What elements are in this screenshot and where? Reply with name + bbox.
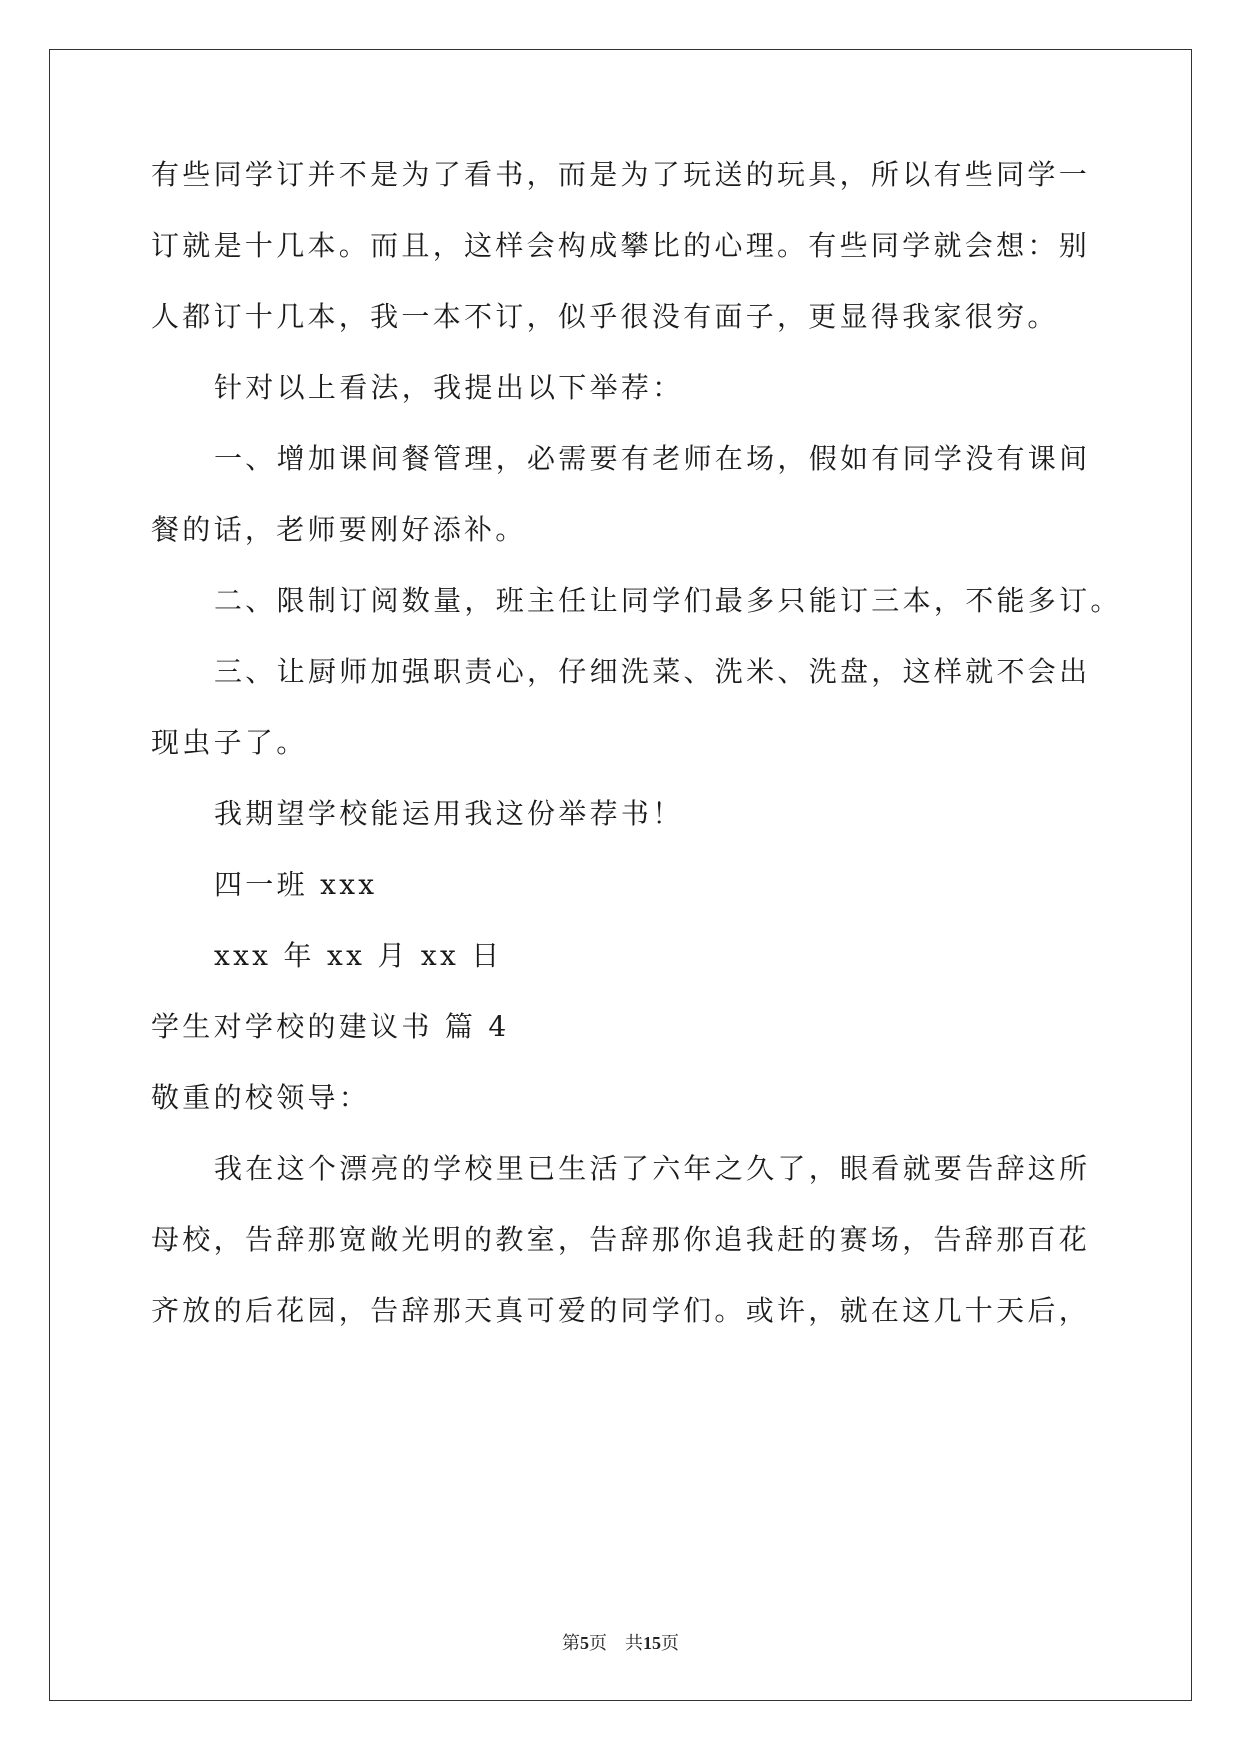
signature-date: xxx 年 xx 月 xx 日 xyxy=(214,939,503,972)
signature-class: 四一班 xxx xyxy=(214,868,378,901)
page-number: 5 xyxy=(580,1633,589,1653)
paragraph-line: 一、增加课间餐管理，必需要有老师在场，假如有同学没有课间 xyxy=(214,442,1091,475)
paragraph-line: 订就是十几本。而且，这样会构成攀比的心理。有些同学就会想：别 xyxy=(151,229,1091,262)
paragraph-line: 我在这个漂亮的学校里已生活了六年之久了，眼看就要告辞这所 xyxy=(214,1152,1091,1185)
total-prefix: 共 xyxy=(625,1633,643,1653)
paragraph-line: 三、让厨师加强职责心，仔细洗菜、洗米、洗盘，这样就不会出 xyxy=(214,655,1091,688)
paragraph-line: 齐放的后花园，告辞那天真可爱的同学们。或许，就在这几十天后， xyxy=(151,1294,1091,1327)
page-suffix: 页 xyxy=(589,1633,607,1653)
paragraph-line: 针对以上看法，我提出以下举荐： xyxy=(214,371,684,404)
paragraph-line: 我期望学校能运用我这份举荐书！ xyxy=(214,797,684,830)
page-prefix: 第 xyxy=(562,1633,580,1653)
paragraph-line: 有些同学订并不是为了看书，而是为了玩送的玩具，所以有些同学一 xyxy=(151,158,1091,191)
page-footer xyxy=(0,1631,1241,1655)
section-heading: 学生对学校的建议书 篇 4 xyxy=(151,1010,510,1043)
paragraph-line: 母校，告辞那宽敞光明的教室，告辞那你追我赶的赛场，告辞那百花 xyxy=(151,1223,1091,1256)
total-pages: 15 xyxy=(643,1633,661,1653)
paragraph-line: 现虫子了。 xyxy=(151,726,308,759)
paragraph-line: 餐的话，老师要刚好添补。 xyxy=(151,513,527,546)
total-suffix: 页 xyxy=(661,1633,679,1653)
paragraph-line: 人都订十几本，我一本不订，似乎很没有面子，更显得我家很穷。 xyxy=(151,300,1059,333)
salutation: 敬重的校领导： xyxy=(151,1081,371,1114)
paragraph-line: 二、限制订阅数量，班主任让同学们最多只能订三本，不能多订。 xyxy=(214,584,1122,617)
